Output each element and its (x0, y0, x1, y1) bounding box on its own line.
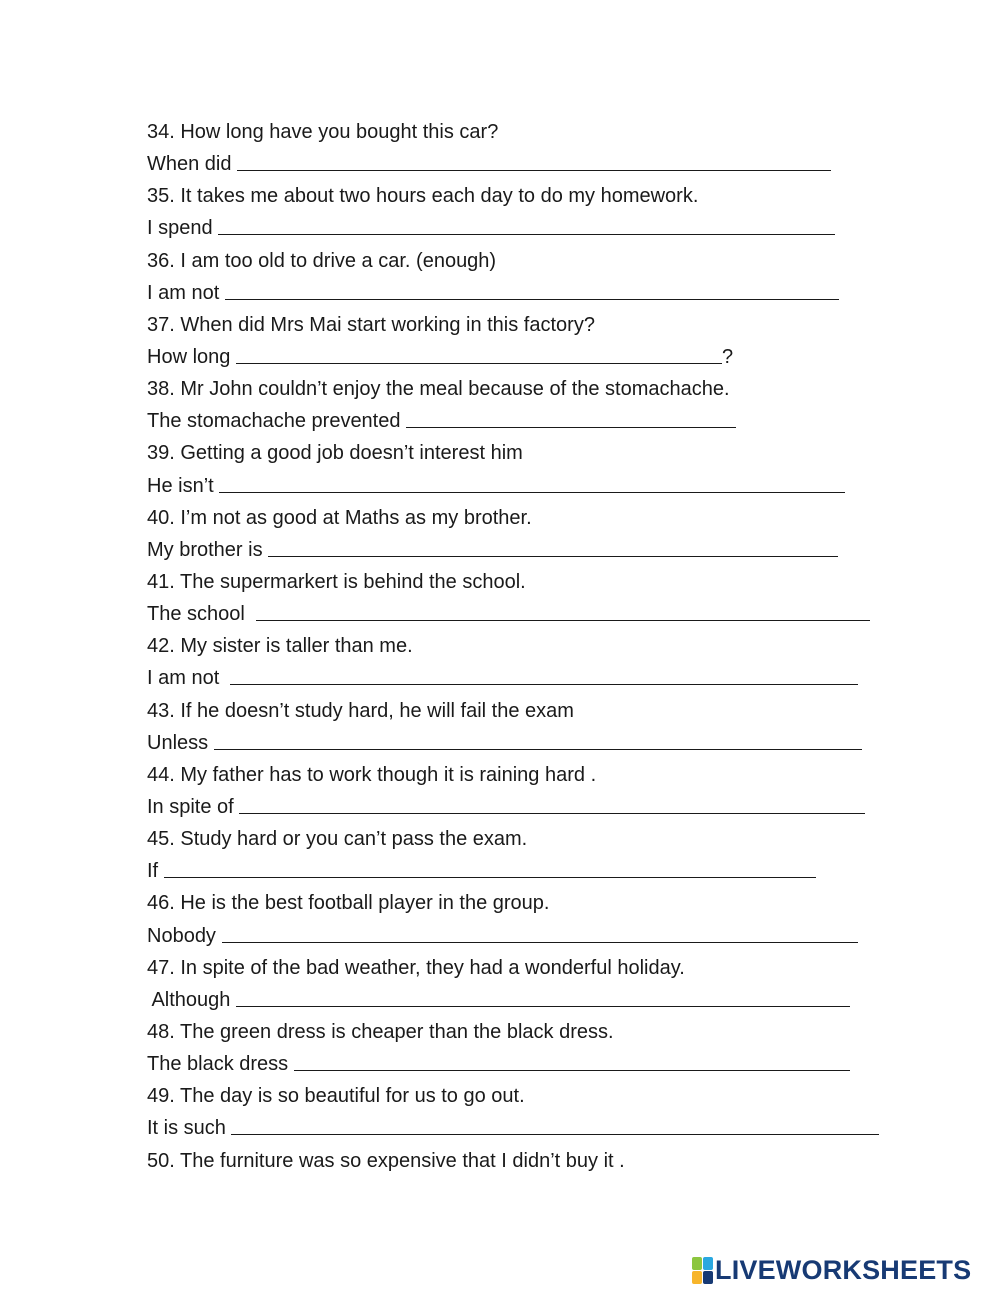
answer-blank[interactable] (406, 405, 736, 428)
answer-prefix: The stomachache prevented (147, 410, 407, 433)
answer-prefix: It is such (147, 1117, 232, 1140)
logo-tile (703, 1257, 713, 1270)
answer-blank[interactable] (230, 662, 858, 685)
question-prompt: 45. Study hard or you can’t pass the exam. (147, 828, 528, 851)
question-prompt: 34. How long have you bought this car? (147, 121, 499, 143)
question-prompt: 39. Getting a good job doesn’t interest him (147, 442, 523, 465)
answer-prefix: In spite of (147, 795, 240, 818)
answer-blank[interactable] (294, 1048, 850, 1071)
question-prompt: 48. The green dress is cheaper than the black dress. (147, 1020, 614, 1043)
answer-blank[interactable] (214, 727, 862, 750)
question-prompt: 50. The furniture was so expensive that I didn’t buy it . (147, 1149, 625, 1172)
question-prompt: 44. My father has to work though it is raining hard . (147, 763, 597, 786)
liveworksheets-logo-icon (692, 1257, 712, 1283)
answer-line (147, 1048, 907, 1080)
question-prompt: 43. If he doesn’t study hard, he will fail the exam (147, 699, 574, 722)
answer-blank[interactable] (237, 148, 831, 171)
question-prompt: 38. Mr John couldn’t enjoy the meal because of the stomachache. (147, 378, 730, 401)
answer-line (147, 855, 907, 887)
answer-line (147, 920, 907, 952)
answer-prefix: Unless (147, 731, 214, 754)
answer-line (147, 727, 907, 759)
question-prompt: 35. It takes me about two hours each day to do my homework. (147, 185, 699, 208)
answer-blank[interactable] (231, 1112, 879, 1135)
answer-prefix: The school (147, 603, 256, 626)
answer-prefix: I am not (147, 667, 231, 690)
answer-prefix: My brother is (147, 538, 269, 561)
answer-blank[interactable] (239, 791, 865, 814)
answer-line (147, 984, 907, 1016)
answer-suffix: ? (721, 345, 734, 368)
logo-tile (703, 1271, 713, 1284)
answer-line (147, 405, 907, 437)
question-prompt: 49. The day is so beautiful for us to go out. (147, 1085, 525, 1108)
answer-prefix: How long (147, 345, 236, 368)
answer-blank[interactable] (219, 470, 845, 493)
answer-line (147, 534, 907, 566)
answer-line (147, 148, 907, 180)
answer-line (147, 662, 907, 694)
answer-blank[interactable] (236, 984, 850, 1007)
answer-line (147, 470, 907, 502)
answer-line (147, 212, 907, 244)
worksheet (147, 116, 907, 1177)
question-prompt: 42. My sister is taller than me. (147, 635, 413, 658)
question-prompt: 46. He is the best football player in the group. (147, 892, 550, 915)
answer-blank[interactable] (225, 277, 839, 300)
question-prompt: 47. In spite of the bad weather, they had a wonderful holiday. (147, 956, 685, 979)
answer-blank[interactable] (164, 855, 816, 878)
answer-prefix: The black dress (147, 1053, 294, 1076)
answer-line (147, 1112, 907, 1144)
answer-prefix: When did (147, 153, 238, 176)
answer-line (147, 277, 907, 309)
answer-prefix: Although (147, 988, 236, 1011)
answer-line (147, 341, 907, 373)
answer-blank[interactable] (222, 920, 858, 943)
answer-prefix: I spend (147, 217, 219, 240)
logo-tile (692, 1271, 702, 1284)
answer-line (147, 791, 907, 823)
question-prompt: 41. The supermarkert is behind the school. (147, 570, 526, 593)
logo-wordmark: LIVEWORKSHEETS (715, 1254, 972, 1285)
answer-blank[interactable] (218, 212, 835, 235)
answer-line (147, 598, 907, 630)
question-prompt: 40. I’m not as good at Maths as my brother. (147, 506, 532, 529)
answer-blank[interactable] (268, 534, 838, 557)
answer-prefix: I am not (147, 281, 225, 304)
logo-tile (692, 1257, 702, 1270)
answer-prefix: If (147, 860, 164, 883)
answer-prefix: Nobody (147, 924, 222, 947)
question-prompt: 36. I am too old to drive a car. (enough) (147, 249, 497, 272)
answer-blank[interactable] (236, 341, 722, 364)
liveworksheets-logo (692, 1253, 971, 1287)
question-prompt: 37. When did Mrs Mai start working in this factory? (147, 313, 595, 336)
answer-prefix: He isn’t (147, 474, 220, 497)
answer-blank[interactable] (256, 598, 870, 621)
